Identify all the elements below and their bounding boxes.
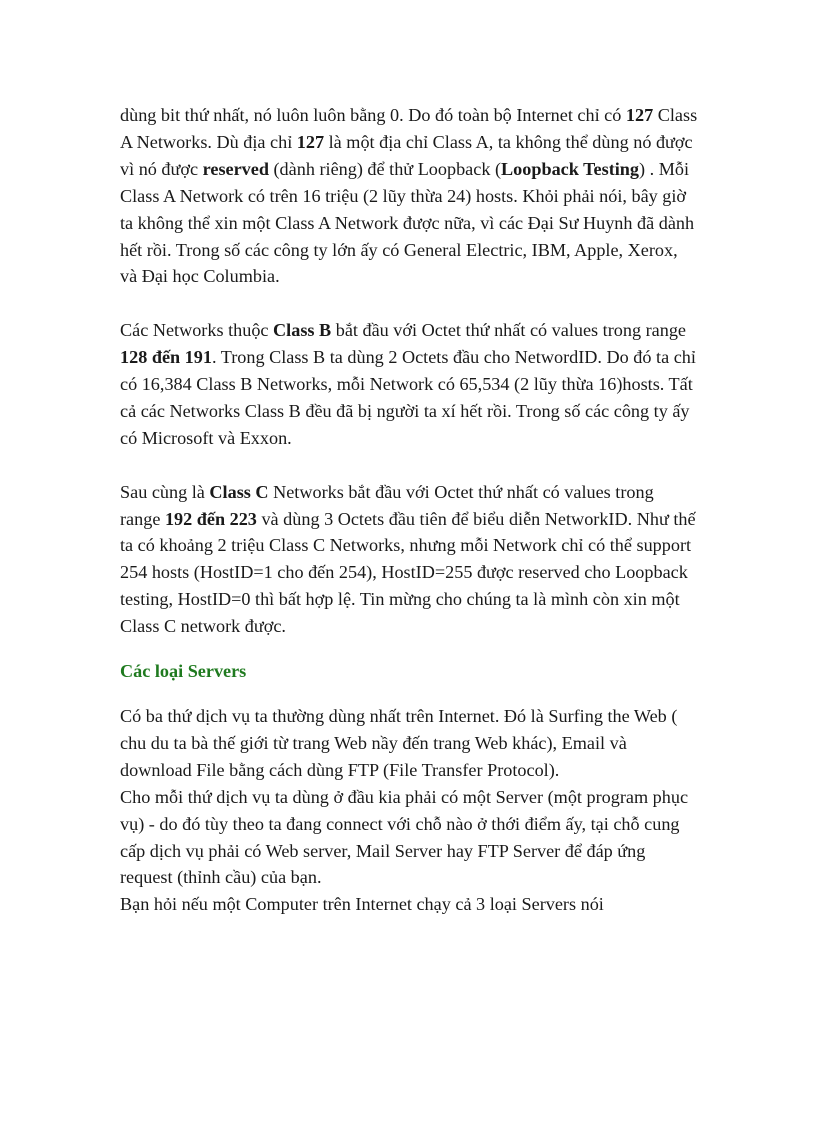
paragraph-class-c — [120, 479, 698, 640]
text-run: Các Networks thuộc — [120, 320, 274, 341]
bold-text: Loopback Testing — [501, 158, 640, 179]
text-run: là một địa chỉ Class A, ta không thể dùng nó được vì nó được — [120, 131, 693, 179]
text-run: Sau cùng là — [120, 481, 210, 502]
bold-text: 127 — [625, 105, 654, 125]
section-heading: Các loại Servers — [120, 661, 247, 682]
bold-text: 127 — [296, 131, 325, 152]
bold-text: Class C — [209, 481, 269, 502]
paragraph-class-a — [120, 102, 698, 290]
text-run: (dành riêng) để thử Loopback ( — [268, 158, 502, 179]
text-run: Networks bắt đầu với Octet thứ nhất có values trong range — [120, 481, 654, 529]
paragraph-gap — [120, 290, 698, 317]
paragraph-gap — [120, 640, 698, 658]
bold-text: reserved — [202, 158, 269, 179]
text-run: . Trong Class B ta dùng 2 Octets đầu cho NetwordID. Do đó ta chỉ có 16,384 Class B Networks, mỗi Network có 65,534 (2 lũy thừa 16)hosts. Tất cả các Networks Class B đều đã bị người ta xí hết rồi. Trong số các công ty ấy có Microsoft và Exxon. — [120, 347, 696, 448]
text-run: và dùng 3 Octets đầu tiên để biểu diễn NetworkID. Như thế ta có khoảng 2 triệu Class C Networks, nhưng mỗi Network chỉ có thể support 254 hosts (HostID=1 cho đến 254), HostID=255 được reserved cho Loopback testing, HostID=0 thì bất hợp lệ. Tin mừng cho chúng ta là mình còn xin một Class C network được. — [120, 508, 696, 637]
text-run: dùng bit thứ nhất, nó luôn luôn bằng 0. Do đó toàn bộ Internet chỉ có — [120, 105, 626, 125]
paragraph-class-b — [120, 317, 698, 452]
bold-text: 128 đến 191 — [120, 347, 212, 368]
text-run: ) . Mỗi Class A Network có trên 16 triệu (2 lũy thừa 24) hosts. Khỏi phải nói, bây giờ ta không thể xin một Class A Network được nữa, vì các Đại Sư Huynh đã dành hết rồi. Trong số các công ty lớn ấy có General Electric, IBM, Apple, Xerox, và Đại học Columbia. — [120, 158, 695, 287]
paragraph-question: Bạn hỏi nếu một Computer trên Internet chạy cả 3 loại Servers nói — [120, 894, 604, 915]
text-run: Class A Networks. Dù địa chỉ — [120, 105, 698, 152]
bold-text: Class B — [273, 320, 332, 341]
bold-text: 192 đến 223 — [164, 508, 257, 529]
paragraph-servers: Cho mỗi thứ dịch vụ ta dùng ở đầu kia phải có một Server (một program phục vụ) - do đó tùy theo ta đang connect với chỗ nào ở thới điểm ấy, tại chỗ cung cấp dịch vụ phải có Web server, Mail Server hay FTP Server để đáp ứng request (thỉnh cầu) của bạn. — [120, 786, 689, 888]
paragraph-gap — [120, 685, 698, 703]
paragraph-services: Có ba thứ dịch vụ ta thường dùng nhất trên Internet. Đó là Surfing the Web ( chu du ta bà thế giới từ trang Web nầy đến trang Web khác), Email và download File bằng cách dùng FTP (File Transfer Protocol). — [120, 706, 678, 780]
document-page — [120, 102, 698, 918]
text-run: bắt đầu với Octet thứ nhất có values trong range — [331, 320, 686, 341]
paragraph-gap — [120, 452, 698, 479]
